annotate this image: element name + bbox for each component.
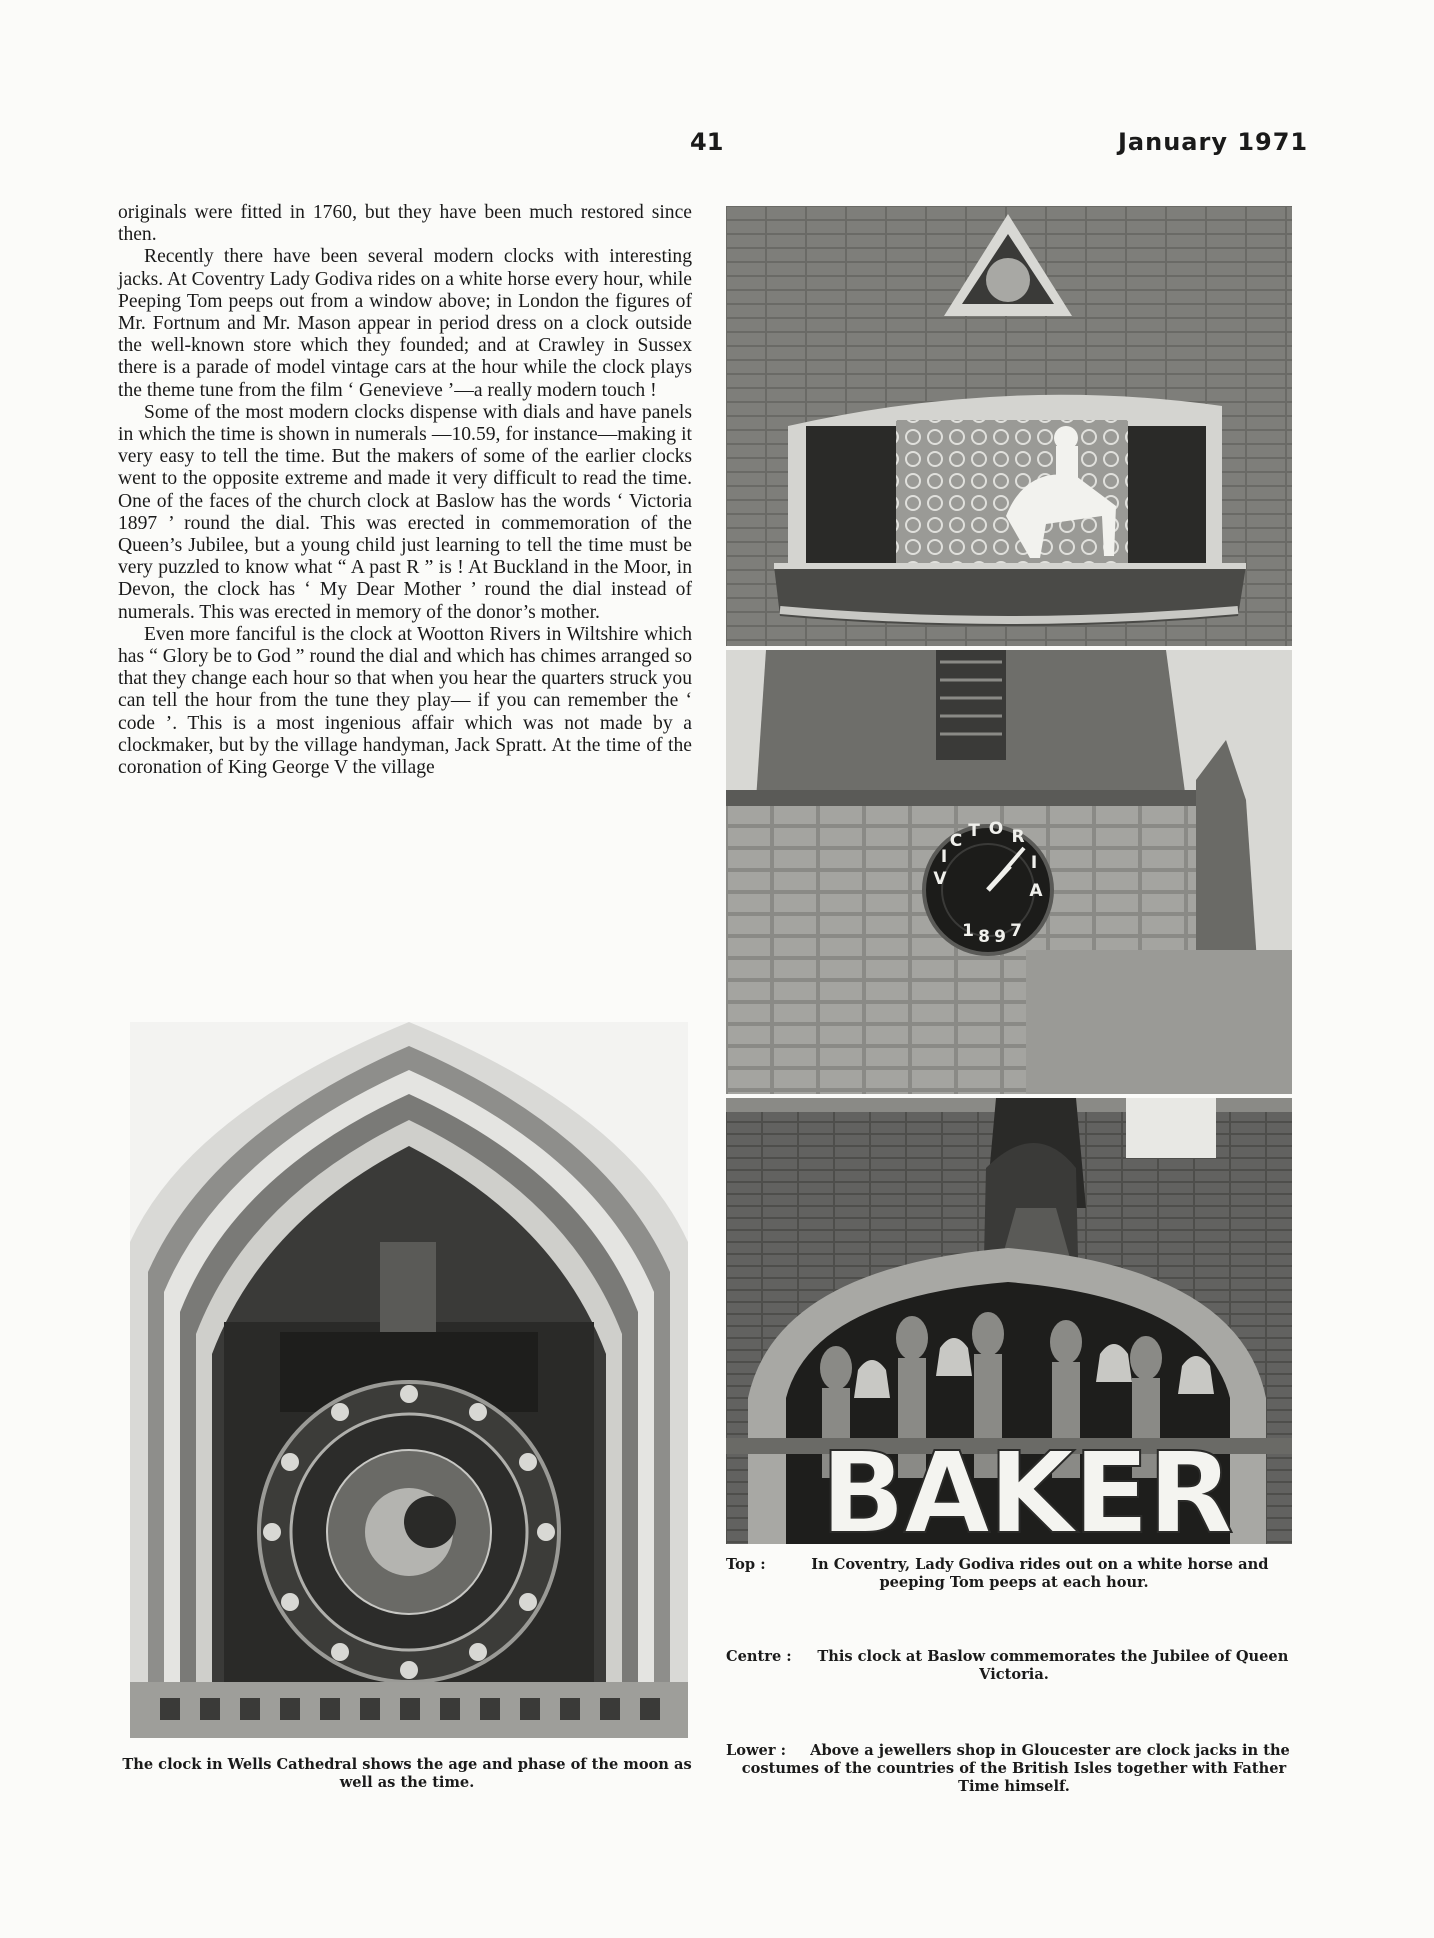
centre-photo-caption xyxy=(726,1648,1302,1684)
article-paragraph: Some of the most modern clocks dispense with dials and have panels in which the time is shown in numerals —10.59, for instance—making it very easy to tell the time. But the makers of some of the earlier clocks went to the opposite extreme and made it very difficult to read the time. One of the faces of the church clock at Baslow has the words ‘ Victoria 1897 ’ round the dial. This was erected in commemoration of the Queen’s Jubilee, but a young child just learning to tell the time must be very puzzled to know what “ A past R ” is ! At Buckland in the Moor, in Devon, the clock has ‘ My Dear Mother ’ round the dial instead of numerals. This was erected in memory of the donor’s mother. xyxy=(118,401,692,623)
issue-date: January 1971 xyxy=(1118,128,1309,156)
dial-letter: I xyxy=(940,847,948,867)
caption-lead: Centre : xyxy=(726,1648,792,1665)
article-paragraph: originals were fitted in 1760, but they have been much restored since then. xyxy=(118,202,692,246)
dial-letter: I xyxy=(1030,853,1038,873)
dial-letter: C xyxy=(949,831,963,851)
caption-text: In Coventry, Lady Godiva rides out on a white horse and peeping Tom peeps at each hour. xyxy=(811,1556,1269,1591)
gloucester-clock-jacks-photo xyxy=(726,1098,1292,1544)
dial-letter: T xyxy=(968,821,980,841)
shop-sign: BAKER xyxy=(820,1429,1232,1544)
dial-number: 9 xyxy=(994,927,1006,947)
top-photo-caption xyxy=(726,1556,1302,1592)
wells-photo-caption: The clock in Wells Cathedral shows the age and phase of the moon as well as the time. xyxy=(122,1756,692,1791)
article-paragraph: Recently there have been several modern clocks with interesting jacks. At Coventry Lady Godiva rides on a white horse every hour, while Peeping Tom peeps out from a window above; in London the figures of Mr. Fortnum and Mr. Mason appear in period dress on a clock outside the well-known store which they founded; and at Crawley in Sussex there is a parade of model vintage cars at the hour while the clock plays the theme tune from the film ‘ Genevieve ’—a really modern touch ! xyxy=(118,246,692,401)
lower-photo-caption xyxy=(726,1742,1302,1796)
dial-letter: V xyxy=(933,869,947,889)
caption-text: Above a jewellers shop in Gloucester are clock jacks in the costumes of the countries of the British Isles together with Father Time himself. xyxy=(741,1742,1290,1795)
dial-letter: R xyxy=(1011,827,1025,847)
wells-cathedral-clock-photo xyxy=(130,1022,688,1738)
dial-letter: A xyxy=(1029,881,1043,901)
article-body xyxy=(118,202,692,779)
page-number: 41 xyxy=(690,128,724,156)
caption-lead: Top : xyxy=(726,1556,766,1573)
caption-lead: Lower : xyxy=(726,1742,786,1759)
caption-text: This clock at Baslow commemorates the Jubilee of Queen Victoria. xyxy=(817,1648,1289,1683)
dial-letter: O xyxy=(988,819,1004,839)
baslow-victoria-clock-photo xyxy=(726,650,1292,1094)
dial-number: 8 xyxy=(978,927,990,947)
article-paragraph: Even more fanciful is the clock at Wootton Rivers in Wiltshire which has “ Glory be to God ” round the dial and which has chimes arranged so that they change each hour so that when you hear the quarters struck you can tell the hour from the tune they play— if you can remember the ‘ code ’. This is a most ingenious affair which was not made by a clockmaker, but by the village handyman, Jack Spratt. At the time of the coronation of King George V the village xyxy=(118,623,692,779)
coventry-godiva-clock-photo xyxy=(726,206,1292,646)
dial-number: 1 xyxy=(962,921,974,941)
dial-number: 7 xyxy=(1010,921,1022,941)
